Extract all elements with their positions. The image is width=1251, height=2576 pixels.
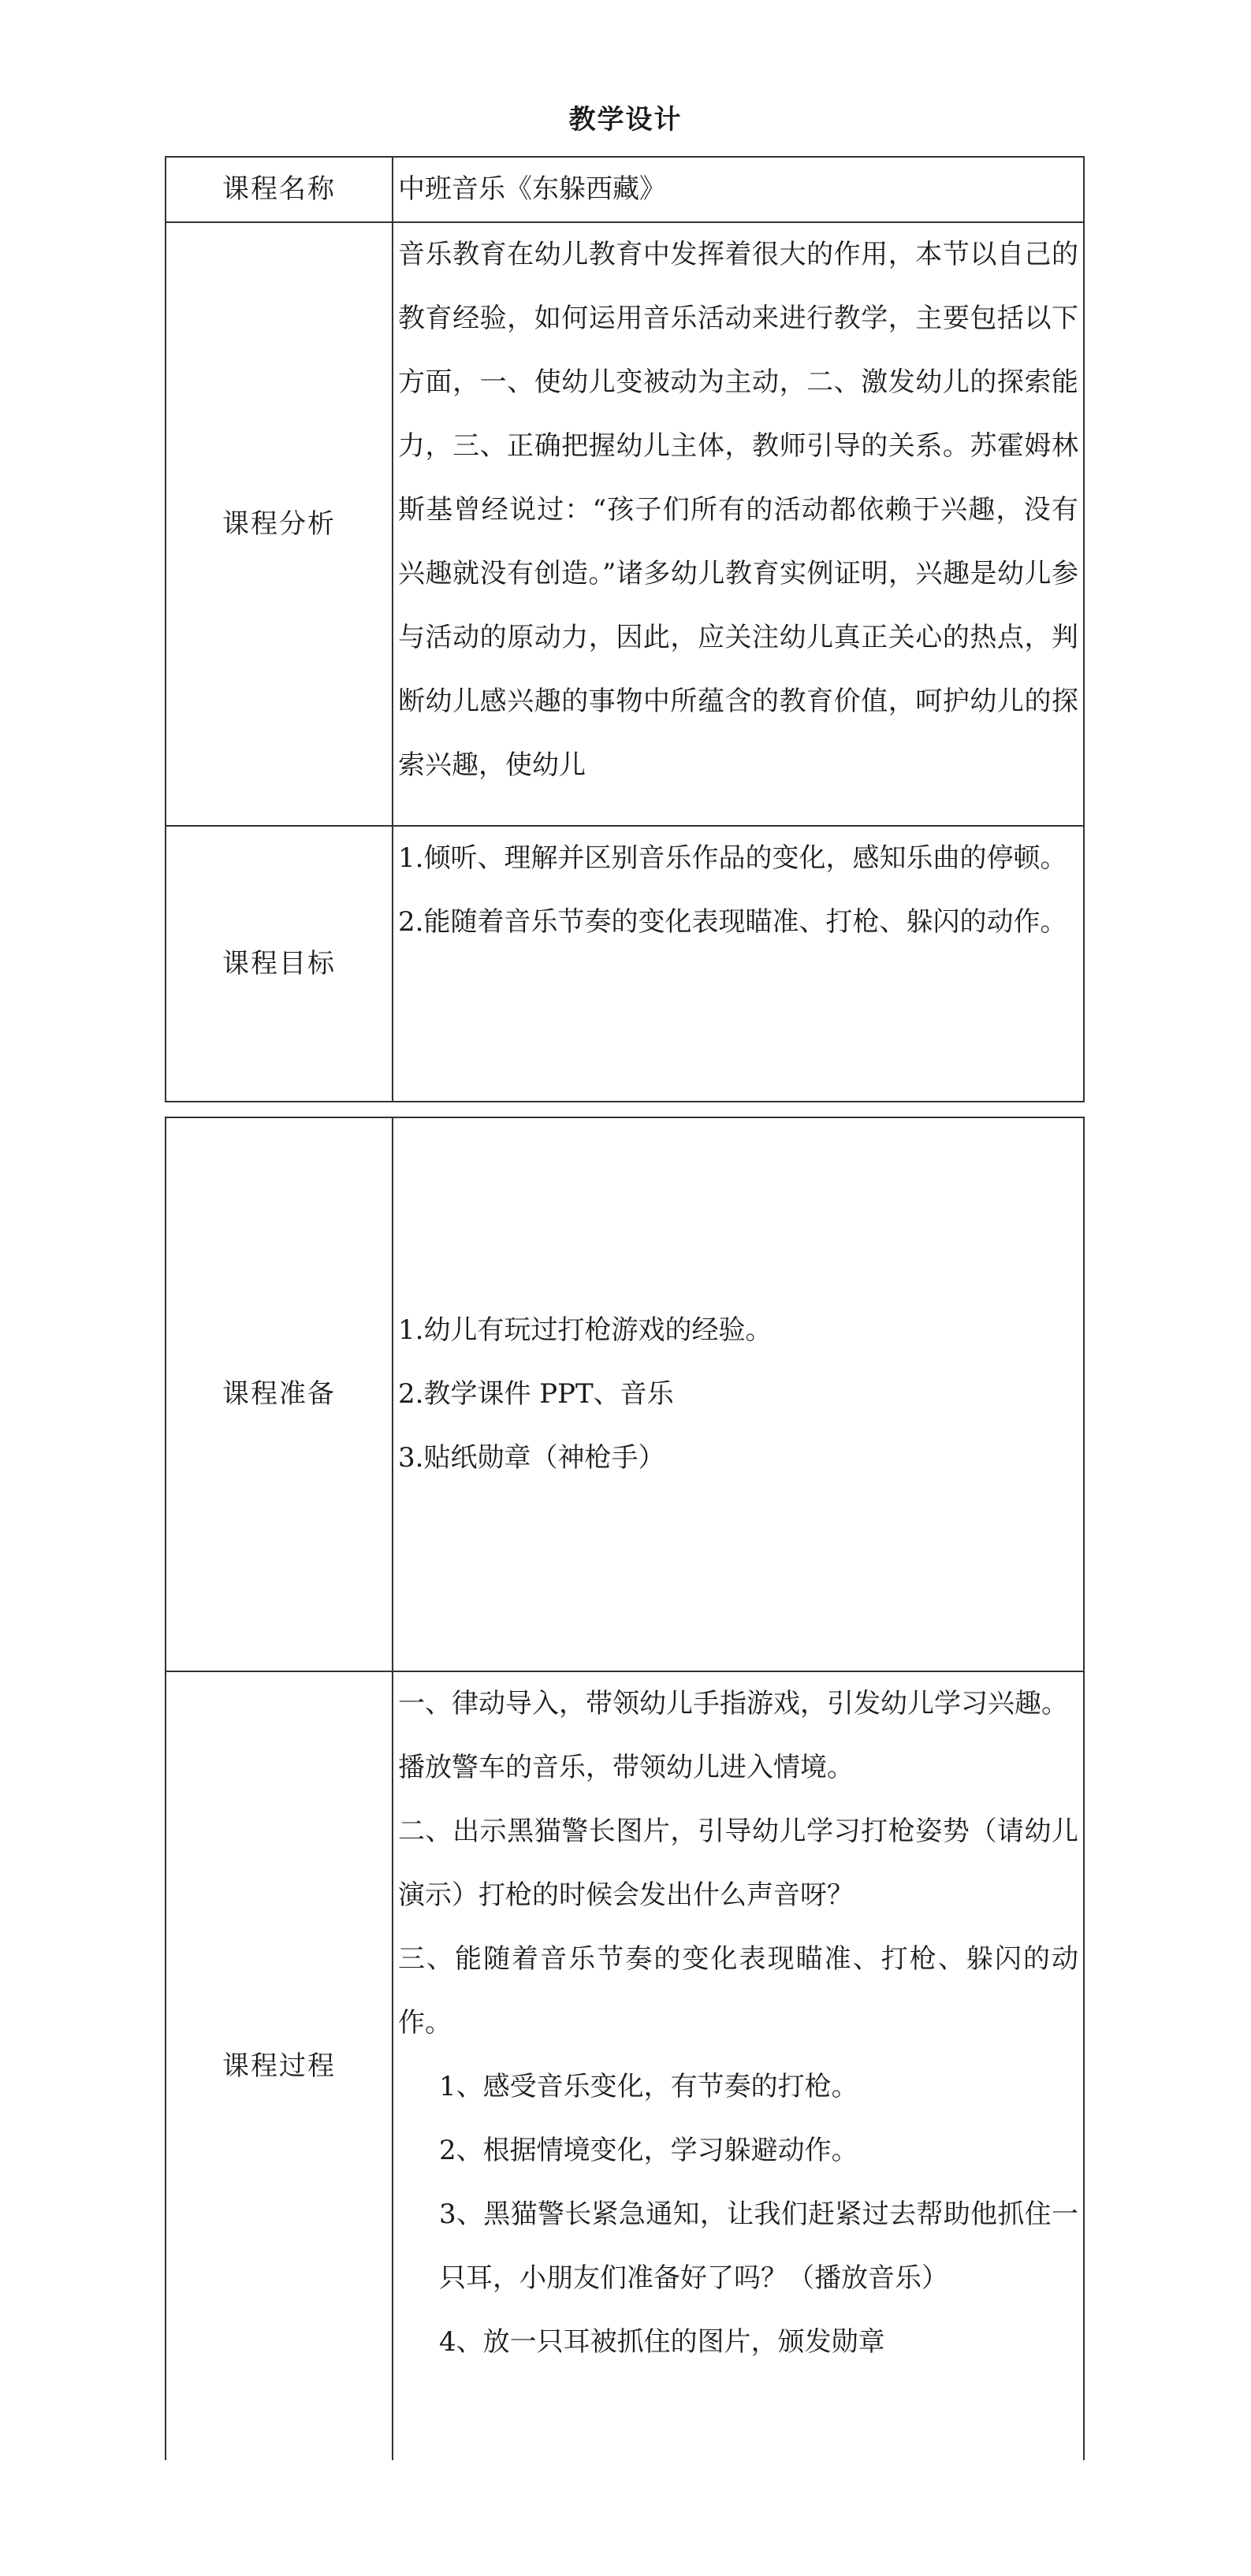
- course-prep-item: 2.教学课件 PPT、音乐: [398, 1378, 674, 1410]
- course-prep-label: 课程准备: [166, 1117, 393, 1671]
- course-goals-row: [166, 826, 1084, 1102]
- course-process-line: 二、出示黑猫警长图片，引导幼儿学习打枪姿势（请幼儿演示）打枪的时候会发出什么声音呀？: [398, 1816, 1078, 1911]
- course-process-subitem: 4、放一只耳被抓住的图片，颁发勋章: [439, 2326, 885, 2358]
- course-name-value: 中班音乐《东躲西藏》: [393, 157, 1084, 222]
- course-goals-label: 课程目标: [166, 826, 393, 1102]
- course-goal-item: 2.能随着音乐节奏的变化表现瞄准、打枪、躲闪的动作。: [398, 906, 1067, 938]
- course-process-line: 一、律动导入，带领幼儿手指游戏，引发幼儿学习兴趣。: [398, 1688, 1068, 1719]
- course-analysis-row: [166, 222, 1084, 826]
- course-process-row: [166, 1671, 1084, 2460]
- course-process-subitem: 3、黑猫警长紧急通知，让我们赶紧过去帮助他抓住一只耳，小朋友们准备好了吗？（播放音乐）: [439, 2199, 1078, 2294]
- course-process-line: 三、能随着音乐节奏的变化表现瞄准、打枪、躲闪的动作。: [398, 1943, 1078, 2039]
- course-goal-item: 1.倾听、理解并区别音乐作品的变化，感知乐曲的停顿。: [398, 842, 1067, 874]
- document-title: 教学设计: [568, 104, 683, 136]
- course-plan-table: [165, 1117, 1085, 2460]
- course-prep-row: [166, 1117, 1084, 1671]
- course-process-line: 播放警车的音乐，带领幼儿进入情境。: [398, 1752, 854, 1783]
- course-prep-list: [393, 1117, 1084, 1671]
- course-prep-item: 1.幼儿有玩过打枪游戏的经验。: [398, 1314, 773, 1346]
- course-goals-list: [393, 826, 1084, 1102]
- course-analysis-paragraph: 音乐教育在幼儿教育中发挥着很大的作用，本节以自己的教育经验，如何运用音乐活动来进行教学，主要包括以下方面，一、使幼儿变被动为主动，二、激发幼儿的探索能力，三、正确把握幼儿主体，教师引导的关系。苏霍姆林斯基曾经说过：“孩子们所有的活动都依赖于兴趣，没有兴趣就没有创造。”诸多幼儿教育实例证明，兴趣是幼儿参与活动的原动力，因此，应关注幼儿真正关心的热点，判断幼儿感兴趣的事物中所蕴含的教育价值，呵护幼儿的探索兴趣，使幼儿: [398, 239, 1078, 781]
- course-analysis-text: [393, 222, 1084, 826]
- course-name-row: [166, 157, 1084, 222]
- course-name-label: 课程名称: [166, 157, 393, 222]
- course-analysis-label: 课程分析: [166, 222, 393, 826]
- course-process-content: [393, 1671, 1084, 2460]
- course-process-subitem: 2、根据情境变化，学习躲避动作。: [439, 2135, 858, 2166]
- course-prep-item: 3.贴纸勋章（神枪手）: [398, 1442, 665, 1474]
- course-process-subitem: 1、感受音乐变化，有节奏的打枪。: [439, 2071, 858, 2102]
- course-info-table: [165, 156, 1085, 1102]
- course-process-label: 课程过程: [166, 1671, 393, 2460]
